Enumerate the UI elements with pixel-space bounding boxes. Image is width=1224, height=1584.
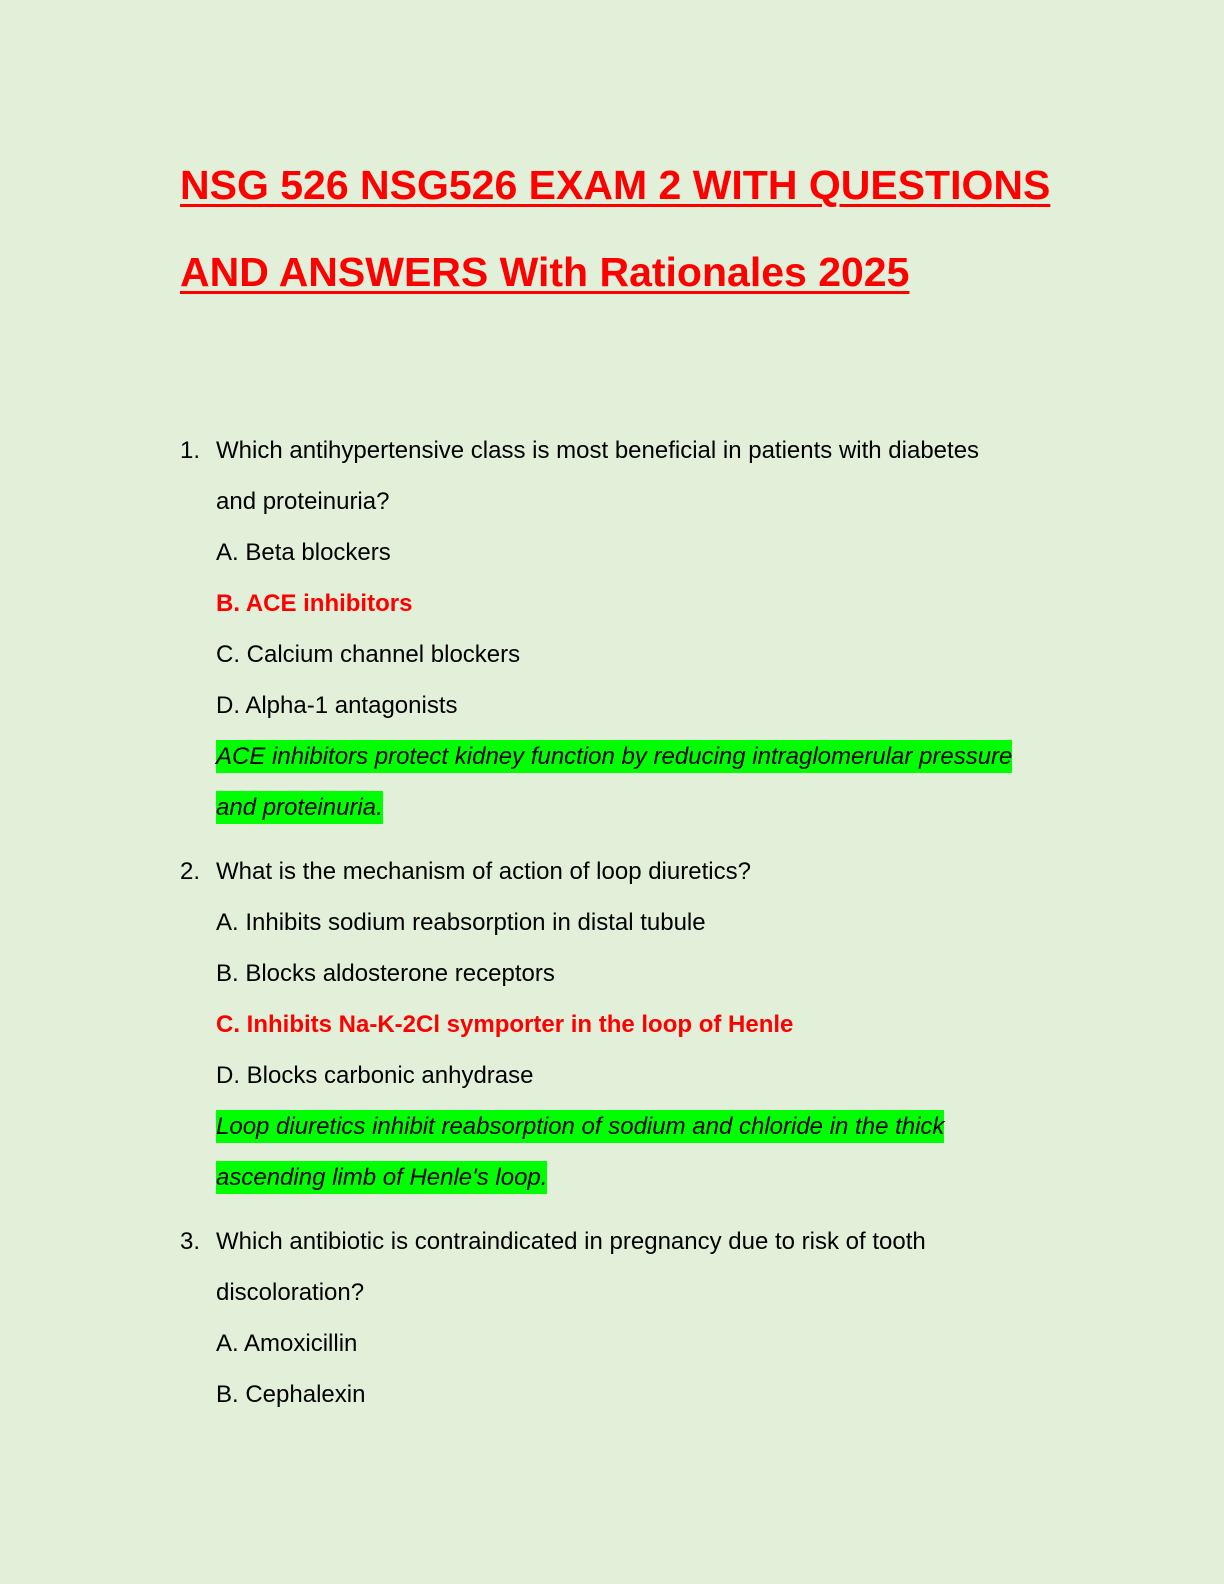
rationale-highlight: Loop diuretics inhibit reabsorption of sodium and chloride in the thick xyxy=(216,1110,944,1143)
question-item xyxy=(180,1216,1080,1420)
question-text xyxy=(216,425,1080,527)
question-text-line: and proteinuria? xyxy=(216,488,390,515)
correct-answer-option: B. ACE inhibitors xyxy=(216,590,413,617)
question-text-line: What is the mechanism of action of loop diuretics? xyxy=(216,858,751,885)
rationale-line xyxy=(216,731,1080,782)
rationale-line xyxy=(216,1101,1080,1152)
title-line-2: AND ANSWERS With Rationales 2025 xyxy=(180,249,910,295)
correct-answer-option: C. Inhibits Na-K-2Cl symporter in the loop of Henle xyxy=(216,1011,794,1038)
rationale-line xyxy=(216,782,1080,833)
title-line-1: NSG 526 NSG526 EXAM 2 WITH QUESTIONS xyxy=(180,162,1051,208)
rationale-line xyxy=(216,1152,1080,1203)
question-number: 1. xyxy=(180,437,201,464)
question-text-line: Which antihypertensive class is most beneficial in patients with diabetes xyxy=(216,437,980,464)
rationale-highlight: ACE inhibitors protect kidney function by reducing intraglomerular pressure xyxy=(216,740,1012,773)
question-number: 3. xyxy=(180,1228,201,1255)
question-list xyxy=(180,425,1080,1433)
answer-option: B. Blocks aldosterone receptors xyxy=(216,960,555,987)
question-text-line: discoloration? xyxy=(216,1279,365,1306)
answer-option: A. Beta blockers xyxy=(216,539,391,566)
document-title xyxy=(180,142,1100,316)
question-text xyxy=(216,1216,1080,1318)
question-item xyxy=(180,425,1080,833)
answer-option: A. Inhibits sodium reabsorption in distal tubule xyxy=(216,909,706,936)
question-item xyxy=(180,846,1080,1203)
answer-option: A. Amoxicillin xyxy=(216,1330,358,1357)
rationale-highlight: ascending limb of Henle's loop. xyxy=(216,1161,547,1194)
rationale-highlight: and proteinuria. xyxy=(216,791,383,824)
question-text-line: Which antibiotic is contraindicated in pregnancy due to risk of tooth xyxy=(216,1228,926,1255)
question-number: 2. xyxy=(180,858,201,885)
answer-option: D. Blocks carbonic anhydrase xyxy=(216,1062,534,1089)
answer-option: D. Alpha-1 antagonists xyxy=(216,692,458,719)
answer-option: C. Calcium channel blockers xyxy=(216,641,521,668)
question-text xyxy=(216,846,1080,897)
answer-option: B. Cephalexin xyxy=(216,1381,366,1408)
